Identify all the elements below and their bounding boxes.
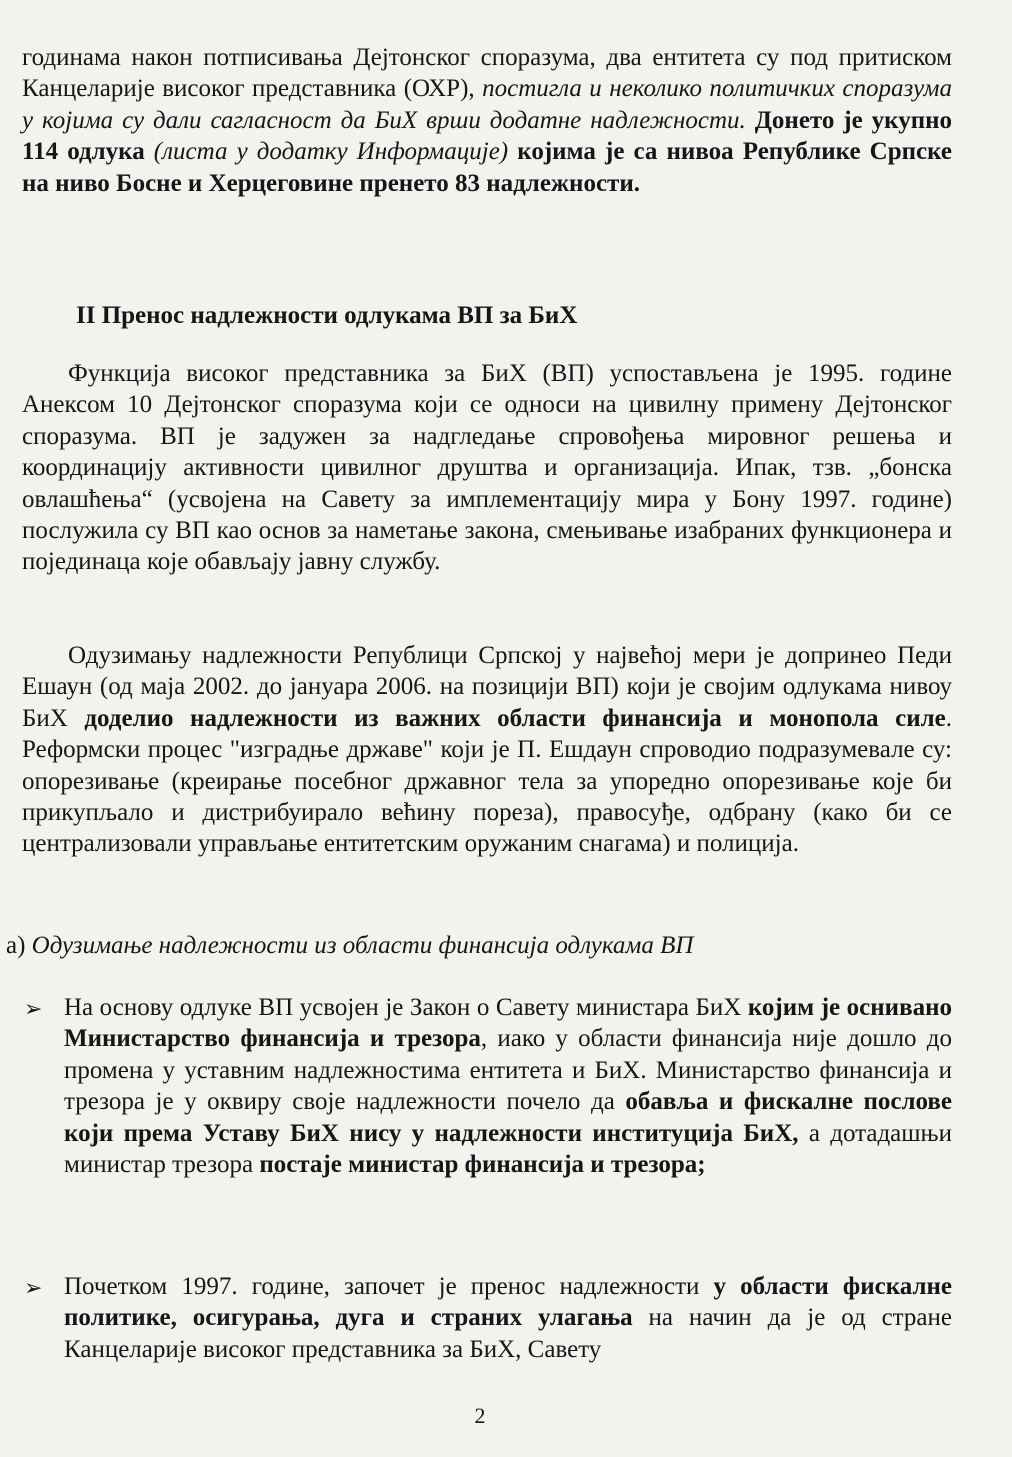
text-run: Почетком 1997. године, започет је пренос надлежности xyxy=(64,1273,714,1300)
text-run: на начин да је од стране Канцеларије високог представника за БиХ, Савету xyxy=(64,1304,952,1363)
paragraph-function xyxy=(22,358,952,578)
text-run-italic: (листа у додатку Информације) xyxy=(153,138,509,166)
bullet-item-1 xyxy=(24,992,952,1180)
text-run-bold: доделио надлежности из важних области финансија и монопола силе xyxy=(84,704,946,732)
text-run: а дотадашњи министар трезора xyxy=(64,1119,952,1179)
text-run: , иако у области финансија није дошло до промена у уставним надлежностима ентитета и БиХ. Министарство финансија и трезора је у оквиру своје надлежности почело да xyxy=(64,1025,952,1116)
page-number: 2 xyxy=(474,1403,486,1428)
arrow-bullet-icon: ➢ xyxy=(24,997,43,1022)
arrow-bullet-icon: ➢ xyxy=(24,1276,43,1301)
subsection-heading xyxy=(6,932,946,960)
section-heading: II Пренос надлежности одлукама ВП за БиХ xyxy=(76,302,578,329)
text-run: годинама након потписивања Дејтонског споразума, два ентитета су под притиском Канцеларије високог представника (ОХР), xyxy=(22,44,952,103)
paragraph-text: Функција високог представника за БиХ (ВП) успостављена је 1995. године Анексом 10 Дејтонског споразума који се односи на цивилну примену Дејтонског споразума. ВП је задужен за надгледање спровођења мировног решења и координацију активности цивилног друштва и организација. Ипак, тзв. „бонска овлашћења“ (усвојена на Савету за имплементацију мира у Бону 1997. године) послужила су ВП као основ за наметање закона, смењивање изабраних функционера и појединаца које обављају јавну службу. xyxy=(22,360,952,576)
paragraph-intro xyxy=(22,42,952,199)
text-run: На основу одлуке ВП усвојен је Закон о Савету министара БиХ xyxy=(64,994,748,1021)
subsection-label: а) xyxy=(6,932,32,959)
text-run-bold: којима је са нивоа Републике Српске на ниво Босне и Херцеговине пренето 83 надлежности. xyxy=(22,138,952,197)
text-run-bold: у области фискалне политике, осигурања, дуга и страних улагања xyxy=(64,1273,952,1332)
text-run-bold: којим је оснивано Министарство финансија и трезора xyxy=(64,994,952,1053)
subsection-title: Одузимање надлежности из области финансија одлукама ВП xyxy=(31,932,694,959)
text-run: . Реформски процес "изградње државе" који је П. Ешдаун спроводио подразумевале су: опорезивање (креирање посебног државног тела за упоредно опорезивање које би прикупљало и дистрибуирало већину пореза), правосуђе, одбрану (како би се централизовали управљање ентитетским оружаним снагама) и полиција. xyxy=(22,704,952,858)
text-run-italic: постигла и неколико политичких споразума у којима су дали сагласност да БиХ врши додатне надлежности. xyxy=(22,75,953,134)
paragraph-removal xyxy=(22,640,952,860)
text-run: Одузимању надлежности Републици Српској у највећој мери је допринео Педи Ешаун (од маја 2002. до јануара 2006. на позицији ВП) који је својим одлукама нивоу БиХ xyxy=(22,642,952,732)
text-run-bold: обавља и фискалне послове који према Уставу БиХ нису у надлежности институција БиХ, xyxy=(64,1088,952,1147)
text-run-bold: постаје министар финансија и трезора; xyxy=(259,1151,706,1179)
text-run-bold: Донето је укупно 114 одлука xyxy=(22,106,952,166)
bullet-item-2 xyxy=(24,1271,952,1365)
